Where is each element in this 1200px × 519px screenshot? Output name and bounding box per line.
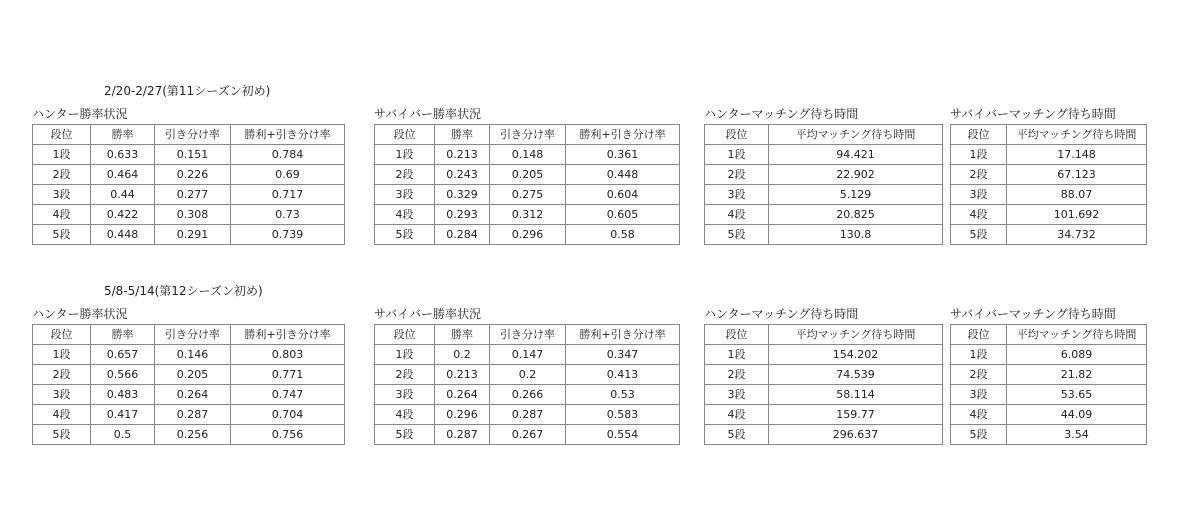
value-cell: 0.296 (490, 225, 566, 245)
value-cell: 0.448 (566, 165, 680, 185)
value-cell: 88.07 (1007, 185, 1147, 205)
value-cell: 0.266 (490, 385, 566, 405)
value-cell: 0.213 (435, 145, 490, 165)
table-row (951, 205, 1147, 225)
hunter-wait-time-title: ハンターマッチング待ち時間 (704, 307, 859, 321)
value-cell: 0.312 (490, 205, 566, 225)
value-cell: 0.287 (435, 425, 490, 445)
rank-cell: 3段 (951, 185, 1007, 205)
rank-cell: 3段 (375, 185, 435, 205)
rank-cell: 2段 (951, 365, 1007, 385)
table-row (33, 365, 345, 385)
survivor-win-rate-block (374, 104, 680, 245)
value-cell: 0.264 (435, 385, 490, 405)
value-cell: 74.539 (769, 365, 943, 385)
value-cell: 0.448 (91, 225, 155, 245)
hunter-win-rate-table (32, 324, 345, 445)
table-row (951, 345, 1147, 365)
table-row (705, 385, 943, 405)
rank-cell: 5段 (33, 425, 91, 445)
header-row (951, 325, 1147, 345)
value-cell: 0.226 (155, 165, 231, 185)
value-cell: 0.329 (435, 185, 490, 205)
column-header: 勝利+引き分け率 (566, 125, 680, 145)
column-header: 段位 (951, 325, 1007, 345)
header-row (33, 325, 345, 345)
value-cell: 154.202 (769, 345, 943, 365)
table-row (375, 385, 680, 405)
rank-cell: 2段 (375, 165, 435, 185)
column-header: 平均マッチング待ち時間 (769, 125, 943, 145)
column-header: 勝率 (91, 325, 155, 345)
column-header: 平均マッチング待ち時間 (1007, 125, 1147, 145)
value-cell: 0.256 (155, 425, 231, 445)
rank-cell: 5段 (951, 425, 1007, 445)
rank-cell: 2段 (705, 165, 769, 185)
column-header: 平均マッチング待ち時間 (1007, 325, 1147, 345)
value-cell: 0.413 (566, 365, 680, 385)
survivor-wait-time-title: サバイバーマッチング待ち時間 (950, 307, 1116, 321)
table-row (33, 145, 345, 165)
value-cell: 0.287 (490, 405, 566, 425)
column-header: 引き分け率 (490, 325, 566, 345)
survivor-wait-time-block (950, 304, 1147, 445)
value-cell: 0.747 (231, 385, 345, 405)
column-header: 勝率 (435, 125, 490, 145)
column-header: 勝利+引き分け率 (231, 125, 345, 145)
hunter-wait-time-block (704, 304, 943, 445)
value-cell: 0.657 (91, 345, 155, 365)
value-cell: 0.464 (91, 165, 155, 185)
value-cell: 0.213 (435, 365, 490, 385)
table-row (705, 145, 943, 165)
value-cell: 0.205 (155, 365, 231, 385)
table-row (375, 145, 680, 165)
table-row (375, 365, 680, 385)
value-cell: 0.583 (566, 405, 680, 425)
table-row (705, 185, 943, 205)
value-cell: 17.148 (1007, 145, 1147, 165)
survivor-wait-time-table (950, 324, 1147, 445)
rank-cell: 3段 (375, 385, 435, 405)
rank-cell: 5段 (705, 425, 769, 445)
survivor-win-rate-title: サバイバー勝率状況 (374, 107, 482, 121)
table-row (33, 225, 345, 245)
value-cell: 0.287 (155, 405, 231, 425)
hunter-wait-time-block (704, 104, 943, 245)
rank-cell: 4段 (375, 405, 435, 425)
table-row (33, 385, 345, 405)
table-row (33, 205, 345, 225)
hunter-win-rate-title: ハンター勝率状況 (32, 107, 128, 121)
header-row (375, 125, 680, 145)
table-row (375, 425, 680, 445)
value-cell: 94.421 (769, 145, 943, 165)
hunter-win-rate-block (32, 304, 345, 445)
rank-cell: 2段 (375, 365, 435, 385)
rank-cell: 4段 (705, 205, 769, 225)
value-cell: 130.8 (769, 225, 943, 245)
rank-cell: 4段 (951, 405, 1007, 425)
value-cell: 0.5 (91, 425, 155, 445)
column-header: 引き分け率 (155, 125, 231, 145)
value-cell: 21.82 (1007, 365, 1147, 385)
table-row (705, 225, 943, 245)
column-header: 勝利+引き分け率 (231, 325, 345, 345)
rank-cell: 3段 (951, 385, 1007, 405)
value-cell: 20.825 (769, 205, 943, 225)
rank-cell: 1段 (375, 345, 435, 365)
table-row (951, 365, 1147, 385)
header-row (375, 325, 680, 345)
column-header: 段位 (705, 325, 769, 345)
rank-cell: 4段 (33, 405, 91, 425)
table-row (33, 345, 345, 365)
season-label: 5/8-5/14(第12シーズン初め) (104, 284, 263, 298)
table-row (375, 165, 680, 185)
rank-cell: 1段 (951, 145, 1007, 165)
value-cell: 0.605 (566, 205, 680, 225)
hunter-wait-time-table (704, 324, 943, 445)
table-row (951, 145, 1147, 165)
value-cell: 0.417 (91, 405, 155, 425)
value-cell: 0.205 (490, 165, 566, 185)
value-cell: 0.243 (435, 165, 490, 185)
table-row (375, 405, 680, 425)
rank-cell: 5段 (951, 225, 1007, 245)
table-row (705, 365, 943, 385)
rank-cell: 1段 (951, 345, 1007, 365)
hunter-win-rate-title: ハンター勝率状況 (32, 307, 128, 321)
value-cell: 0.147 (490, 345, 566, 365)
value-cell: 0.291 (155, 225, 231, 245)
value-cell: 0.756 (231, 425, 345, 445)
table-row (375, 345, 680, 365)
hunter-wait-time-title: ハンターマッチング待ち時間 (704, 107, 859, 121)
rank-cell: 4段 (375, 205, 435, 225)
value-cell: 0.717 (231, 185, 345, 205)
value-cell: 0.53 (566, 385, 680, 405)
column-header: 引き分け率 (490, 125, 566, 145)
rank-cell: 3段 (33, 385, 91, 405)
value-cell: 0.69 (231, 165, 345, 185)
table-row (705, 165, 943, 185)
value-cell: 0.148 (490, 145, 566, 165)
table-row (705, 345, 943, 365)
value-cell: 3.54 (1007, 425, 1147, 445)
value-cell: 296.637 (769, 425, 943, 445)
survivor-win-rate-block (374, 304, 680, 445)
rank-cell: 3段 (705, 385, 769, 405)
value-cell: 58.114 (769, 385, 943, 405)
value-cell: 0.296 (435, 405, 490, 425)
value-cell: 159.77 (769, 405, 943, 425)
column-header: 勝率 (435, 325, 490, 345)
table-row (951, 165, 1147, 185)
column-header: 平均マッチング待ち時間 (769, 325, 943, 345)
rank-cell: 1段 (33, 345, 91, 365)
value-cell: 0.566 (91, 365, 155, 385)
table-row (33, 425, 345, 445)
rank-cell: 4段 (705, 405, 769, 425)
value-cell: 5.129 (769, 185, 943, 205)
column-header: 段位 (33, 325, 91, 345)
value-cell: 53.65 (1007, 385, 1147, 405)
column-header: 段位 (33, 125, 91, 145)
table-row (705, 205, 943, 225)
rank-cell: 2段 (33, 165, 91, 185)
rank-cell: 4段 (33, 205, 91, 225)
table-row (951, 425, 1147, 445)
value-cell: 0.44 (91, 185, 155, 205)
rank-cell: 1段 (705, 145, 769, 165)
table-row (951, 385, 1147, 405)
value-cell: 0.483 (91, 385, 155, 405)
value-cell: 0.267 (490, 425, 566, 445)
value-cell: 0.264 (155, 385, 231, 405)
rank-cell: 2段 (33, 365, 91, 385)
survivor-win-rate-table (374, 124, 680, 245)
value-cell: 0.361 (566, 145, 680, 165)
value-cell: 0.554 (566, 425, 680, 445)
value-cell: 0.277 (155, 185, 231, 205)
value-cell: 0.704 (231, 405, 345, 425)
value-cell: 0.633 (91, 145, 155, 165)
value-cell: 0.73 (231, 205, 345, 225)
value-cell: 0.771 (231, 365, 345, 385)
rank-cell: 2段 (705, 365, 769, 385)
value-cell: 0.284 (435, 225, 490, 245)
header-row (33, 125, 345, 145)
value-cell: 0.803 (231, 345, 345, 365)
value-cell: 34.732 (1007, 225, 1147, 245)
rank-cell: 1段 (33, 145, 91, 165)
value-cell: 0.347 (566, 345, 680, 365)
rank-cell: 5段 (375, 425, 435, 445)
value-cell: 22.902 (769, 165, 943, 185)
table-row (705, 405, 943, 425)
table-row (33, 185, 345, 205)
survivor-wait-time-block (950, 104, 1147, 245)
table-row (375, 185, 680, 205)
rank-cell: 5段 (705, 225, 769, 245)
season-label: 2/20-2/27(第11シーズン初め) (104, 84, 271, 98)
header-row (705, 325, 943, 345)
value-cell: 0.739 (231, 225, 345, 245)
value-cell: 0.293 (435, 205, 490, 225)
table-row (951, 185, 1147, 205)
hunter-win-rate-block (32, 104, 345, 245)
value-cell: 0.784 (231, 145, 345, 165)
table-row (375, 205, 680, 225)
column-header: 段位 (375, 325, 435, 345)
value-cell: 0.275 (490, 185, 566, 205)
header-row (705, 125, 943, 145)
hunter-wait-time-table (704, 124, 943, 245)
rank-cell: 4段 (951, 205, 1007, 225)
table-row (951, 225, 1147, 245)
rank-cell: 2段 (951, 165, 1007, 185)
value-cell: 0.146 (155, 345, 231, 365)
rank-cell: 5段 (375, 225, 435, 245)
column-header: 段位 (375, 125, 435, 145)
survivor-win-rate-table (374, 324, 680, 445)
column-header: 勝率 (91, 125, 155, 145)
value-cell: 0.604 (566, 185, 680, 205)
value-cell: 0.2 (490, 365, 566, 385)
table-row (33, 165, 345, 185)
rank-cell: 3段 (33, 185, 91, 205)
table-row (951, 405, 1147, 425)
rank-cell: 3段 (705, 185, 769, 205)
survivor-wait-time-title: サバイバーマッチング待ち時間 (950, 107, 1116, 121)
value-cell: 0.308 (155, 205, 231, 225)
table-row (375, 225, 680, 245)
table-row (33, 405, 345, 425)
survivor-wait-time-table (950, 124, 1147, 245)
survivor-win-rate-title: サバイバー勝率状況 (374, 307, 482, 321)
column-header: 勝利+引き分け率 (566, 325, 680, 345)
rank-cell: 1段 (375, 145, 435, 165)
column-header: 段位 (951, 125, 1007, 145)
table-row (705, 425, 943, 445)
header-row (951, 125, 1147, 145)
value-cell: 101.692 (1007, 205, 1147, 225)
hunter-win-rate-table (32, 124, 345, 245)
rank-cell: 1段 (705, 345, 769, 365)
value-cell: 0.151 (155, 145, 231, 165)
column-header: 段位 (705, 125, 769, 145)
column-header: 引き分け率 (155, 325, 231, 345)
value-cell: 0.58 (566, 225, 680, 245)
value-cell: 0.422 (91, 205, 155, 225)
value-cell: 0.2 (435, 345, 490, 365)
value-cell: 44.09 (1007, 405, 1147, 425)
rank-cell: 5段 (33, 225, 91, 245)
value-cell: 6.089 (1007, 345, 1147, 365)
value-cell: 67.123 (1007, 165, 1147, 185)
